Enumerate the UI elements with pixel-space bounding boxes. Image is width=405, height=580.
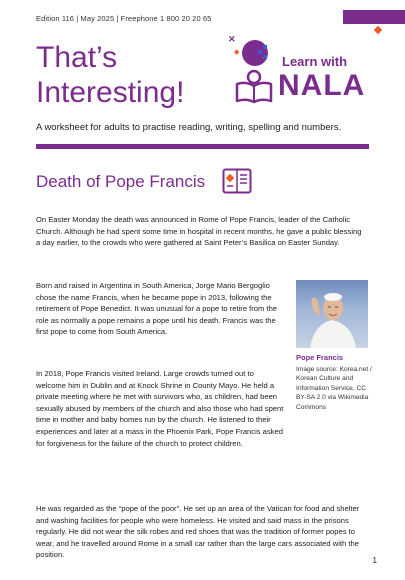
page-number: 1 [372,556,377,565]
article-paragraph: On Easter Monday the death was announced in Rome of Pope Francis, leader of the Catholic Church. Although he had spent some time in hospital in recent months, he gave a public blessing a day earlier, to the crowds who were gathered at Saint Peter’s Basilica on Easter Sunday. [36,215,362,248]
open-book-icon [234,68,274,104]
nala-logo [226,34,376,112]
logo-pixel [258,50,262,54]
logo-pixel [263,55,267,59]
logo-nala: NALA [278,69,366,102]
photo-caption: Image source: Korea.net / Korean Culture and Information Service, CC BY-SA 2.0 via Wikimedia Commons [296,366,372,411]
edition-info: Edition 116 | May 2025 | Freephone 1 800 20 20 65 [36,14,212,23]
header-divider [36,144,369,149]
title-line-2: Interesting! [36,76,185,109]
corner-decoration [343,10,405,24]
page-title [36,40,184,110]
logo-circle [242,40,268,66]
reading-book-icon [222,168,252,194]
article-paragraph: He was regarded as the “pope of the poor”. He set up an area of the Vatican for food and shelter and washing facilities for people who were homeless. He visited and said mass in the prisons regularly. He did not wear the silk robes and red shoes that was the tradition of former popes to wear, and he travelled around Rome in a small car rather than the large cars associated with the position. [36,504,360,560]
corner-diamond [374,26,382,34]
article-paragraph: In 2018, Pope Francis visited Ireland. Large crowds turned out to welcome him in Dublin and at Knock Shrine in County Mayo. He held a private meeting where he met with survivors who, as children, had been sexually abused by members of the church and also those who had spent time in mother and baby homes run by the church. He listened to their experiences and later at a mass in the Phoenix Park, Pope Francis asked for forgiveness for the failure of the church to protect children. [36,369,284,448]
worksheet-subtitle: A worksheet for adults to practise reading, writing, spelling and numbers. [36,122,342,133]
sparkle-x-icon: ✕ [228,34,236,44]
article-title: Death of Pope Francis [36,172,206,191]
sparkle-dot-icon: ◆ [234,49,240,56]
pope-francis-photo [296,280,368,348]
logo-pixel [263,45,267,49]
article-paragraph: Born and raised in Argentina in South America, Jorge Mario Bergoglio chose the name Francis, when he became pope in 2013, following the retirement of Pope Benedict. It was unusual for a pope to retire from the role as normally a pope remains a pope until his death. Francis was the first pope to come from South America. [36,281,278,337]
title-line-1: That’s [36,41,118,74]
photo-caption-title: Pope Francis [296,353,344,362]
logo-learn-with: Learn with [282,54,348,69]
